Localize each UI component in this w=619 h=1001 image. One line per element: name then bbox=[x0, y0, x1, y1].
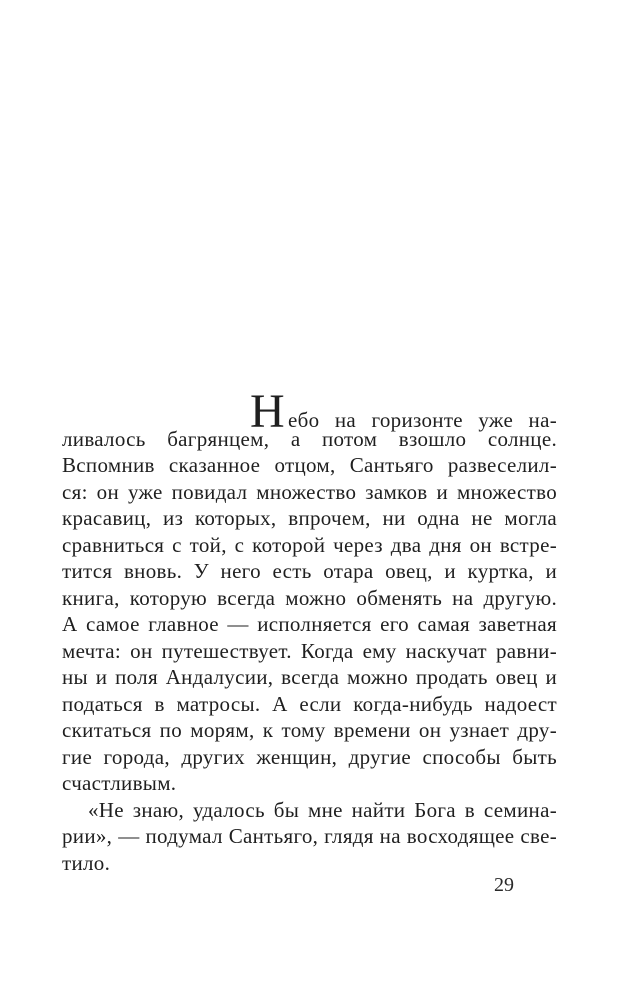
text-line: податься в матросы. А если когда-нибудь надоест bbox=[62, 691, 557, 716]
drop-cap-letter: Н bbox=[250, 385, 285, 438]
text-line: мечта: он путешествует. Когда ему наскучат равни- bbox=[62, 638, 557, 663]
page-number: 29 bbox=[494, 874, 514, 896]
text-line: счастливым. bbox=[62, 771, 177, 795]
text-line: рии», — подумал Сантьяго, глядя на восходящее све- bbox=[62, 824, 557, 848]
text-line: ся: он уже повидал множество замков и множество bbox=[62, 479, 557, 504]
text-line: Небо на горизонте уже на- bbox=[250, 385, 557, 438]
text-line: тило. bbox=[62, 850, 111, 875]
text-line: ны и поля Андалусии, всегда можно продать овец и bbox=[62, 665, 557, 689]
text-line: гие города, других женщин, другие способы быть bbox=[62, 744, 557, 769]
text-line: красавиц, из которых, впрочем, ни одна не могла bbox=[62, 506, 557, 530]
text-line: А самое главное — исполняется его самая заветная bbox=[62, 612, 557, 636]
text-line: Вспомнив сказанное отцом, Сантьяго развеселил- bbox=[62, 453, 557, 477]
text-line: тится вновь. У него есть отара овец, и куртка, и bbox=[62, 559, 557, 583]
text-line: книга, которую всегда можно обменять на другую. bbox=[62, 585, 557, 610]
text-line: «Не знаю, удалось бы мне найти Бога в семина- bbox=[88, 797, 557, 822]
text-block bbox=[62, 385, 557, 876]
text-line: скитаться по морям, к тому времени он узнает дру- bbox=[62, 718, 557, 742]
text-line: ливалось багрянцем, а потом взошло солнце. bbox=[62, 426, 557, 451]
text-line: сравниться с той, с которой через два дня он встре- bbox=[62, 532, 557, 557]
